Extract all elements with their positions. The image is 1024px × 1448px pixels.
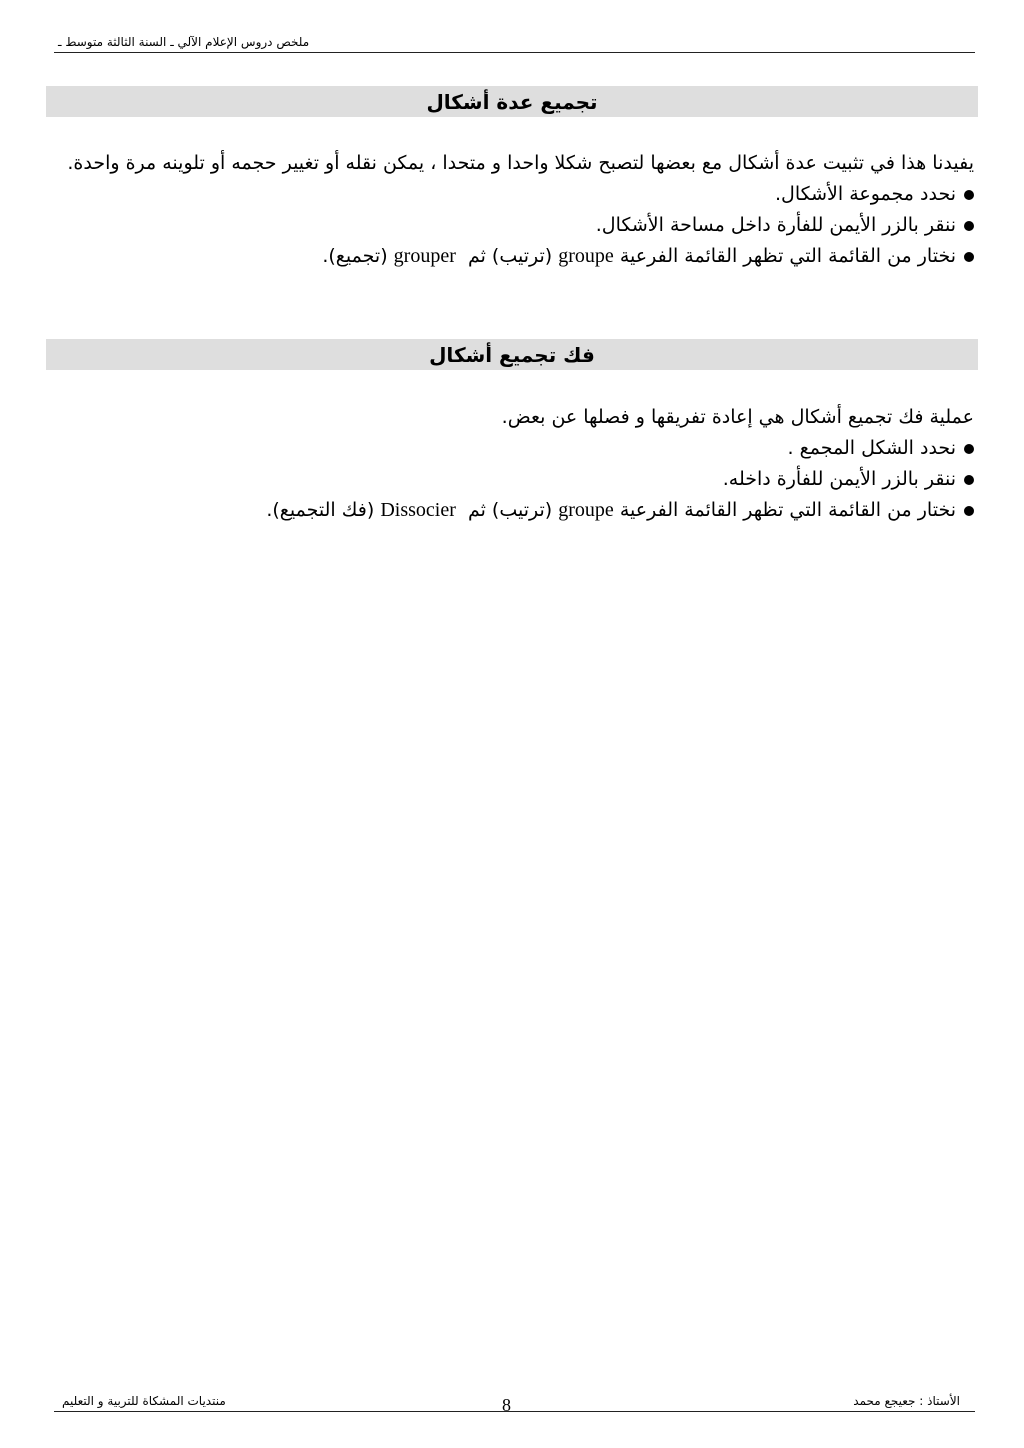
section-title-ungrouping: فك تجميع أشكال — [429, 342, 595, 367]
section-header-grouping — [46, 86, 978, 117]
bullet-icon — [964, 252, 974, 262]
footer-author: الأستاذ : جعيجع محمد — [853, 1394, 960, 1408]
page-header — [54, 34, 975, 53]
bullet-icon — [964, 221, 974, 231]
header-text: ملخص دروس الإعلام الآلي ـ السنة الثالثة متوسط ـ — [58, 35, 310, 49]
bullet-icon — [964, 190, 974, 200]
section-title-grouping: تجميع عدة أشكال — [426, 89, 598, 114]
bullet-icon — [964, 444, 974, 454]
steps-list-grouping — [54, 179, 974, 272]
list-item: ننقر بالزر الأيمن للفأرة داخل مساحة الأشكال. — [54, 210, 974, 241]
bullet-icon — [964, 475, 974, 485]
footer-divider — [54, 1411, 975, 1412]
list-item: نختار من القائمة التي تظهر القائمة الفرعية groupe (ترتيب) ثم grouper (تجميع). — [54, 241, 974, 272]
section-body-grouping — [54, 148, 974, 272]
list-item: ننقر بالزر الأيمن للفأرة داخله. — [54, 464, 974, 495]
footer-forum-name: منتديات المشكاة للتربية و التعليم — [62, 1394, 226, 1408]
list-item: نختار من القائمة التي تظهر القائمة الفرعية groupe (ترتيب) ثم Dissocier (فك التجميع). — [54, 495, 974, 526]
steps-list-ungrouping — [54, 433, 974, 526]
page-number: 8 — [502, 1395, 511, 1415]
section-header-ungrouping — [46, 339, 978, 370]
section-body-ungrouping — [54, 402, 974, 526]
intro-paragraph-grouping: يفيدنا هذا في تثبيت عدة أشكال مع بعضها لتصبح شكلا واحدا و متحدا ، يمكن نقله أو تغيير حجمه أو تلوينه مرة واحدة. — [67, 152, 974, 174]
list-item: نحدد مجموعة الأشكال. — [54, 179, 974, 210]
bullet-icon — [964, 506, 974, 516]
intro-paragraph-ungrouping: عملية فك تجميع أشكال هي إعادة تفريقها و فصلها عن بعض. — [501, 406, 974, 428]
list-item: نحدد الشكل المجمع . — [54, 433, 974, 464]
